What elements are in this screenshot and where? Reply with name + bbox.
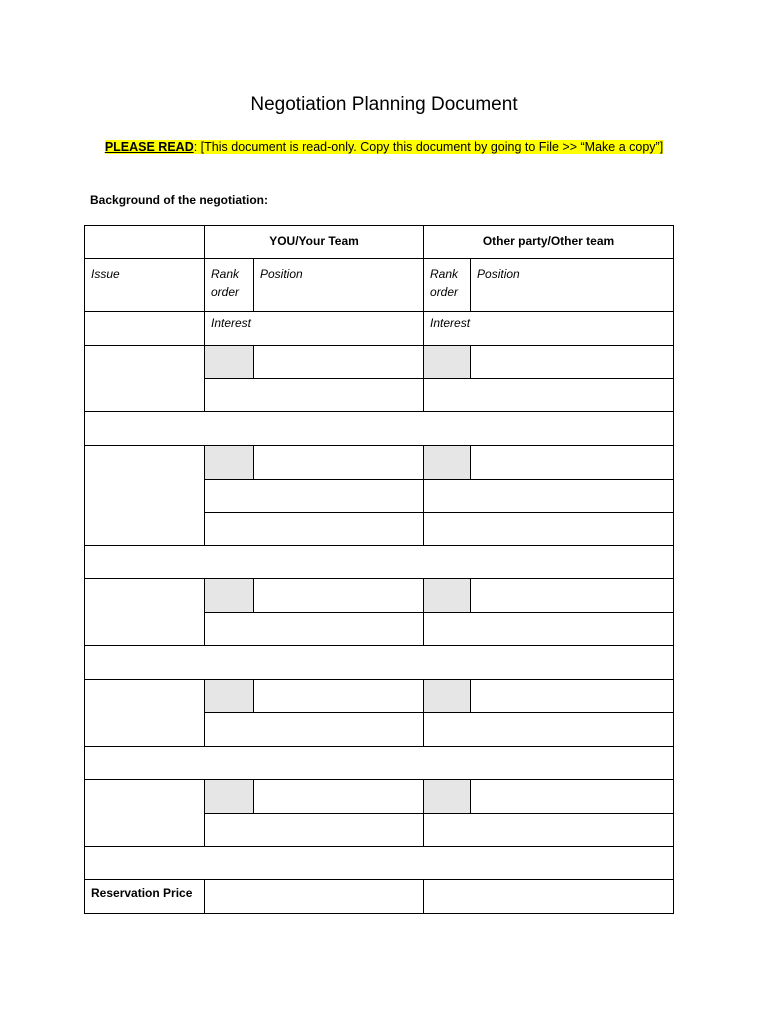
separator-row	[85, 747, 674, 780]
other-rank-cell[interactable]	[424, 680, 471, 713]
issue-cell[interactable]	[85, 680, 205, 747]
you-position-cell[interactable]	[254, 579, 424, 613]
you-interest-label: Interest	[205, 312, 424, 346]
other-reservation-price-cell[interactable]	[424, 880, 674, 914]
reservation-price-label: Reservation Price	[85, 880, 205, 914]
issue-label: Issue	[85, 259, 205, 312]
header-you-team: YOU/Your Team	[205, 226, 424, 259]
separator-cell[interactable]	[85, 412, 674, 446]
header-blank-cell	[85, 226, 205, 259]
separator-cell[interactable]	[85, 546, 674, 579]
you-position-cell[interactable]	[254, 346, 424, 379]
issue-row	[85, 680, 674, 713]
issue-cell[interactable]	[85, 579, 205, 646]
other-position-cell[interactable]	[471, 346, 674, 379]
issue-row	[85, 579, 674, 613]
you-rank-cell[interactable]	[205, 579, 254, 613]
other-interest-cell[interactable]	[424, 513, 674, 546]
notice-text: [This document is read-only. Copy this document by going to File >> “Make a copy”]	[197, 140, 664, 154]
issue-row	[85, 780, 674, 814]
other-rank-order-label: Rank order	[424, 259, 471, 312]
other-position-cell[interactable]	[471, 579, 674, 613]
you-interest-cell[interactable]	[205, 513, 424, 546]
issue-header-row	[85, 259, 674, 312]
read-only-notice	[96, 136, 672, 158]
header-row	[85, 226, 674, 259]
you-interest-cell[interactable]	[205, 379, 424, 412]
interest-header-row	[85, 312, 674, 346]
reservation-price-row	[85, 880, 674, 914]
negotiation-table	[84, 225, 674, 914]
issue-cell[interactable]	[85, 446, 205, 546]
other-position-cell[interactable]	[471, 680, 674, 713]
other-interest-label: Interest	[424, 312, 674, 346]
other-interest-cell[interactable]	[424, 480, 674, 513]
separator-row	[85, 847, 674, 880]
notice-colon: :	[193, 140, 198, 154]
other-position-cell[interactable]	[471, 446, 674, 480]
you-interest-cell[interactable]	[205, 480, 424, 513]
other-interest-cell[interactable]	[424, 613, 674, 646]
separator-row	[85, 412, 674, 446]
you-position-cell[interactable]	[254, 680, 424, 713]
you-position-label: Position	[254, 259, 424, 312]
document-title: Negotiation Planning Document	[250, 94, 518, 115]
other-rank-cell[interactable]	[424, 346, 471, 379]
other-position-label: Position	[471, 259, 674, 312]
other-position-cell[interactable]	[471, 780, 674, 814]
you-rank-cell[interactable]	[205, 780, 254, 814]
other-rank-cell[interactable]	[424, 780, 471, 814]
you-rank-cell[interactable]	[205, 346, 254, 379]
you-position-cell[interactable]	[254, 780, 424, 814]
you-reservation-price-cell[interactable]	[205, 880, 424, 914]
separator-cell[interactable]	[85, 747, 674, 780]
other-interest-cell[interactable]	[424, 713, 674, 747]
blank-cell	[85, 312, 205, 346]
separator-cell[interactable]	[85, 646, 674, 680]
separator-row	[85, 546, 674, 579]
other-interest-cell[interactable]	[424, 814, 674, 847]
separator-row	[85, 646, 674, 680]
background-label: Background of the negotiation:	[90, 193, 268, 207]
issue-cell[interactable]	[85, 780, 205, 847]
notice-lead: PLEASE READ	[104, 140, 194, 154]
you-rank-cell[interactable]	[205, 446, 254, 480]
other-interest-cell[interactable]	[424, 379, 674, 412]
you-interest-cell[interactable]	[205, 814, 424, 847]
you-interest-cell[interactable]	[205, 613, 424, 646]
you-interest-cell[interactable]	[205, 713, 424, 747]
other-rank-cell[interactable]	[424, 579, 471, 613]
other-rank-cell[interactable]	[424, 446, 471, 480]
issue-row	[85, 446, 674, 480]
you-rank-cell[interactable]	[205, 680, 254, 713]
header-other-team: Other party/Other team	[424, 226, 674, 259]
issue-cell[interactable]	[85, 346, 205, 412]
you-position-cell[interactable]	[254, 446, 424, 480]
separator-cell[interactable]	[85, 847, 674, 880]
you-rank-order-label: Rank order	[205, 259, 254, 312]
issue-row	[85, 346, 674, 379]
